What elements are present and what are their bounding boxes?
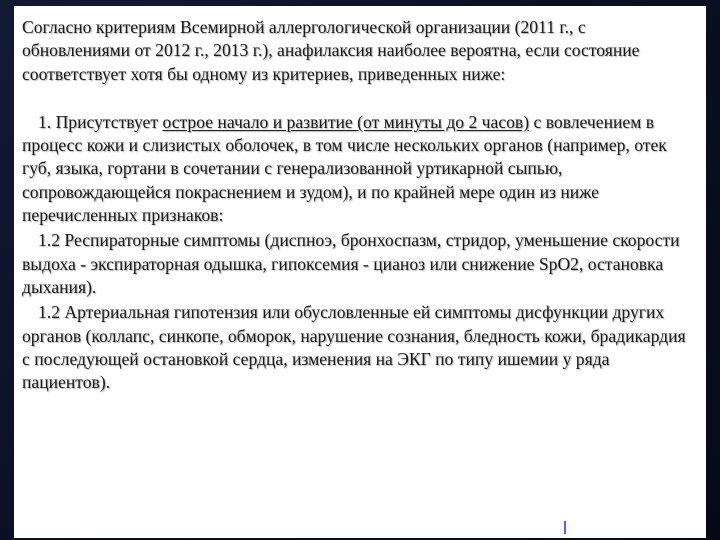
criterion-1-prefix: 1. Присутствует xyxy=(38,111,163,132)
criterion-1-underlined: острое начало и развитие (от минуты до 2 часов) xyxy=(162,111,530,132)
criterion-1-paragraph xyxy=(22,111,692,227)
criterion-1-suffix: с вовлечением в процесс кожи и слизистых оболочек, в том числе нескольких органов (например, отек губ, языка, гортани в сочетании с генерализованной уртикарной сыпью, сопровождающейся покраснением и зудом), и по крайней мере один из ниже перечисленных признаков: xyxy=(22,111,667,226)
criterion-1-2-arterial-text: 1.2 Артериальная гипотензия или обусловленные ей симптомы дисфункции других органов (коллапс, синкопе, обморок, нарушение сознания, бледность кожи, брадикардия с последующей остановкой сердца, изменения на ЭКГ по типу ишемии у ряда пациентов). xyxy=(22,302,686,393)
criterion-1-2-respiratory-text: 1.2 Респираторные симптомы (диспноэ, бронхоспазм, стридор, уменьшение скорости выдоха - экспираторная одышка, гипоксемия - цианоз или снижение SpO2, остановка дыхания). xyxy=(22,230,680,297)
slide-content xyxy=(14,6,706,538)
text-cursor xyxy=(564,521,566,534)
criterion-1-2-arterial xyxy=(22,301,692,394)
criterion-1-2-respiratory xyxy=(22,229,692,299)
intro-paragraph: Согласно критериям Всемирной аллергологической организации (2011 г., с обновлениями от 2012 г., 2013 г.), анафилаксия наиболее вероятна, если состояние соответствует хотя бы одному из критериев, приведенных ниже: xyxy=(22,17,640,84)
